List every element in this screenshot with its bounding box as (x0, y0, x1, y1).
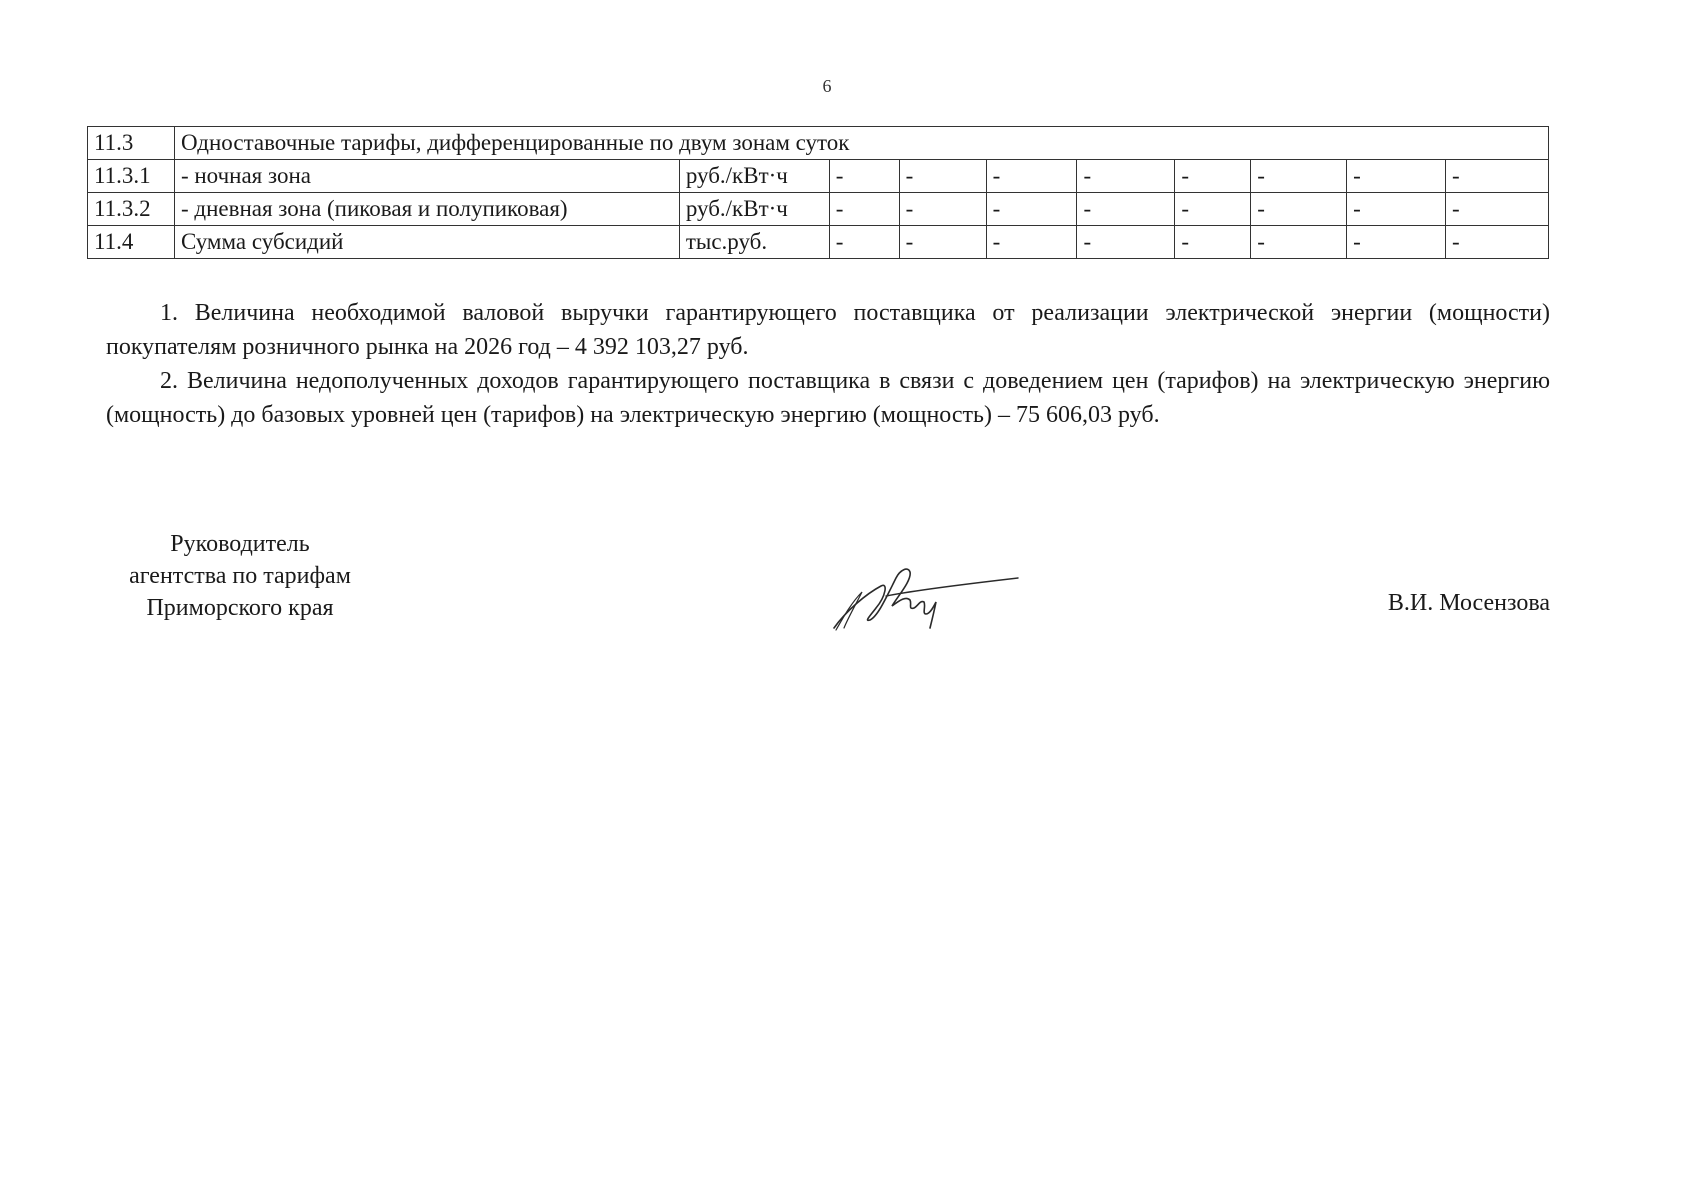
row-number: 11.3 (88, 127, 175, 160)
table-cell: - (1175, 193, 1251, 226)
table-row (88, 127, 1549, 160)
signer-name: В.И. Мосензова (1387, 590, 1550, 616)
table-cell: - (1251, 226, 1347, 259)
table-cell: - (1446, 193, 1549, 226)
table-cell: - (1175, 160, 1251, 193)
signatory-position (100, 528, 380, 624)
table-cell: - (899, 160, 986, 193)
table-cell: - (1347, 160, 1446, 193)
table-cell: - (1446, 226, 1549, 259)
row-number: 11.3.2 (88, 193, 175, 226)
table-cell: - (829, 193, 899, 226)
table-cell: - (899, 193, 986, 226)
table-cell: - (1446, 160, 1549, 193)
position-line: агентства по тарифам (129, 563, 351, 589)
note-paragraph: 1. Величина необходимой валовой выручки гарантирующего поставщика от реализации электрической энергии (мощности) покупателям розничного рынка на 2026 год – 4 392 103,27 руб. (106, 300, 1550, 360)
row-unit: тыс.руб. (679, 226, 829, 259)
row-unit: руб./кВт·ч (679, 160, 829, 193)
table-cell: - (986, 193, 1077, 226)
notes-section (106, 296, 1550, 432)
row-name: Одноставочные тарифы, дифференцированные по двум зонам суток (174, 127, 1548, 160)
table-cell: - (1077, 193, 1175, 226)
table-cell: - (1077, 160, 1175, 193)
table-cell: - (986, 160, 1077, 193)
row-name: - ночная зона (174, 160, 679, 193)
position-line: Руководитель (170, 531, 310, 557)
row-unit: руб./кВт·ч (679, 193, 829, 226)
table-cell: - (1347, 226, 1446, 259)
tariff-table (87, 126, 1549, 259)
page-number: 6 (822, 76, 832, 96)
table-cell: - (1251, 193, 1347, 226)
table-cell: - (829, 226, 899, 259)
row-number: 11.3.1 (88, 160, 175, 193)
table-cell: - (986, 226, 1077, 259)
row-name: - дневная зона (пиковая и полупиковая) (174, 193, 679, 226)
table-cell: - (829, 160, 899, 193)
table-row (88, 193, 1549, 226)
table-cell: - (1175, 226, 1251, 259)
row-number: 11.4 (88, 226, 175, 259)
table-row (88, 160, 1549, 193)
handwritten-signature (826, 556, 1026, 636)
table-cell: - (1251, 160, 1347, 193)
position-line: Приморского края (146, 595, 334, 621)
note-paragraph: 2. Величина недополученных доходов гарантирующего поставщика в связи с доведением цен (тарифов) на электрическую энергию (мощность) до базовых уровней цен (тарифов) на электрическую энергию (мощность) – 75 606,03 руб. (106, 368, 1550, 428)
table-cell: - (899, 226, 986, 259)
row-name: Сумма субсидий (174, 226, 679, 259)
table-cell: - (1077, 226, 1175, 259)
table-cell: - (1347, 193, 1446, 226)
table-row (88, 226, 1549, 259)
